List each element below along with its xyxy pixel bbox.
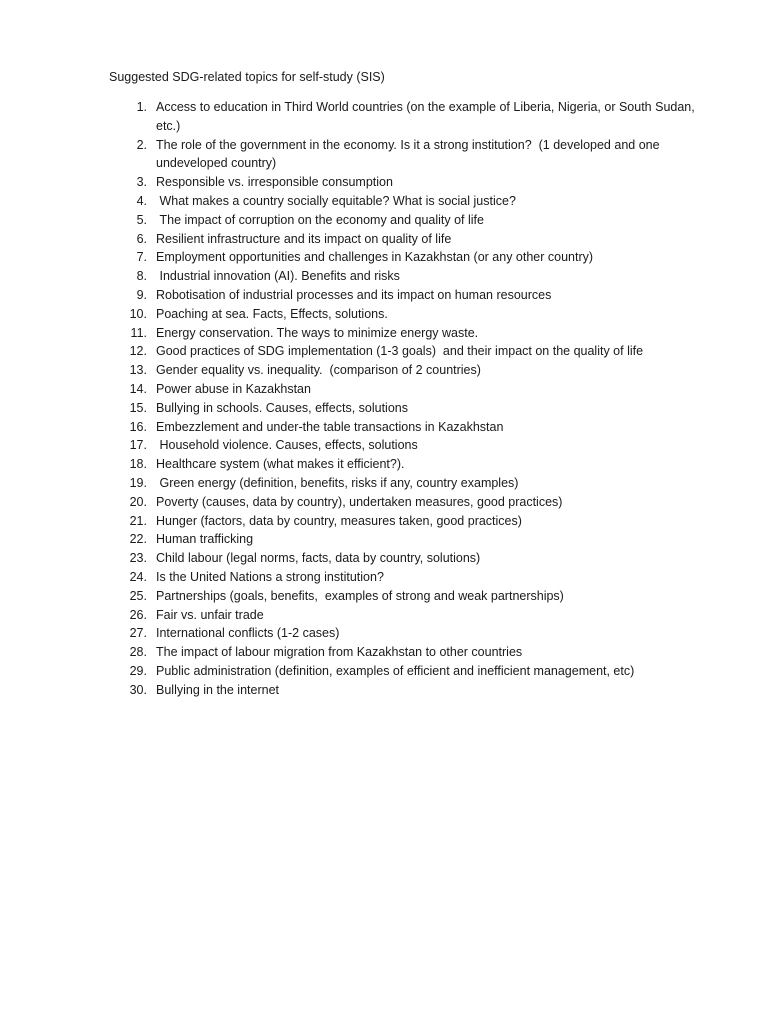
- topic-item: [109, 474, 709, 493]
- topic-text: The impact of corruption on the economy and quality of life: [156, 212, 484, 227]
- topic-number: 14.: [129, 381, 147, 396]
- topic-item: [109, 98, 709, 136]
- topic-text: International conflicts (1-2 cases): [156, 626, 340, 641]
- topic-number: 18.: [129, 457, 147, 472]
- topic-number: 7.: [136, 250, 147, 265]
- topic-number: 6.: [136, 231, 147, 246]
- topic-text: Power abuse in Kazakhstan: [156, 381, 311, 396]
- topic-item: [109, 342, 709, 361]
- topic-text: Robotisation of industrial processes and its impact on human resources: [156, 287, 552, 302]
- topic-text: Household violence. Causes, effects, solutions: [156, 438, 418, 453]
- topic-number: 2.: [136, 137, 147, 152]
- topic-number: 13.: [129, 363, 147, 378]
- topic-text: Poaching at sea. Facts, Effects, solutions.: [156, 306, 388, 321]
- topic-text: Bullying in schools. Causes, effects, solutions: [156, 400, 408, 415]
- topic-item: [109, 606, 709, 625]
- topic-item: [109, 286, 709, 305]
- topic-item: [109, 380, 709, 399]
- topic-number: 16.: [129, 419, 147, 434]
- topic-text: Child labour (legal norms, facts, data by country, solutions): [156, 551, 481, 566]
- topic-number: 5.: [136, 212, 147, 227]
- topic-number: 25.: [129, 588, 147, 603]
- topic-number: 8.: [136, 269, 147, 284]
- topic-number: 17.: [129, 438, 147, 453]
- topic-number: 28.: [129, 645, 147, 660]
- topic-item: [109, 267, 709, 286]
- topic-item: [109, 512, 709, 531]
- topic-text: Fair vs. unfair trade: [156, 607, 264, 622]
- topic-text: Good practices of SDG implementation (1-3 goals) and their impact on the quality of life: [156, 344, 644, 359]
- topic-number: 3.: [136, 175, 147, 190]
- topic-text: The impact of labour migration from Kazakhstan to other countries: [156, 645, 523, 660]
- topic-item: [109, 436, 709, 455]
- topic-item: [109, 192, 709, 211]
- topic-number: 12.: [129, 344, 147, 359]
- topic-item: [109, 399, 709, 418]
- topic-number: 20.: [129, 494, 147, 509]
- topic-item: [109, 455, 709, 474]
- topic-text: Energy conservation. The ways to minimize energy waste.: [156, 325, 479, 340]
- topic-number: 21.: [129, 513, 147, 528]
- document-title: Suggested SDG-related topics for self-study (SIS): [109, 70, 385, 84]
- topic-item: [109, 568, 709, 587]
- topic-item: [109, 230, 709, 249]
- topic-text: Is the United Nations a strong institution?: [156, 569, 384, 584]
- topic-item: [109, 305, 709, 324]
- topic-text: Public administration (definition, examples of efficient and inefficient management, etc): [156, 663, 635, 678]
- topic-item: [109, 624, 709, 643]
- topic-text: The role of the government in the economy. Is it a strong institution? (1 developed and one undeveloped country): [156, 137, 664, 171]
- topic-item: [109, 662, 709, 681]
- topic-number: 29.: [129, 663, 147, 678]
- topic-text: Partnerships (goals, benefits, examples of strong and weak partnerships): [156, 588, 564, 603]
- topic-item: [109, 643, 709, 662]
- topic-text: Access to education in Third World countries (on the example of Liberia, Nigeria, or South Sudan, etc.): [156, 100, 699, 133]
- topic-text: Human trafficking: [156, 532, 254, 547]
- topic-number: 23.: [129, 551, 147, 566]
- topic-number: 19.: [129, 475, 147, 490]
- topic-item: [109, 493, 709, 512]
- topic-text: Gender equality vs. inequality. (comparison of 2 countries): [156, 363, 481, 378]
- topic-number: 24.: [129, 569, 147, 584]
- topic-text: Industrial innovation (AI). Benefits and risks: [156, 269, 400, 284]
- topic-number: 27.: [129, 626, 147, 641]
- topic-number: 1.: [136, 100, 147, 114]
- topic-text: Hunger (factors, data by country, measures taken, good practices): [156, 513, 522, 528]
- topic-item: [109, 248, 709, 267]
- topic-text: Resilient infrastructure and its impact on quality of life: [156, 231, 452, 246]
- topic-number: 9.: [136, 287, 147, 302]
- topic-text: Bullying in the internet: [156, 682, 279, 697]
- topic-item: [109, 136, 709, 174]
- topic-text: Embezzlement and under-the table transactions in Kazakhstan: [156, 419, 504, 434]
- topic-text: What makes a country socially equitable? What is social justice?: [156, 193, 516, 208]
- topic-text: Healthcare system (what makes it efficient?).: [156, 457, 405, 472]
- topic-item: [109, 173, 709, 192]
- topic-number: 26.: [129, 607, 147, 622]
- topic-item: [109, 211, 709, 230]
- topic-list: [109, 98, 709, 700]
- topic-text: Employment opportunities and challenges in Kazakhstan (or any other country): [156, 250, 594, 265]
- topic-item: [109, 530, 709, 549]
- topic-item: [109, 361, 709, 380]
- topic-number: 11.: [130, 325, 147, 340]
- topic-item: [109, 681, 709, 700]
- topic-number: 4.: [136, 193, 147, 208]
- topic-text: Green energy (definition, benefits, risks if any, country examples): [156, 475, 519, 490]
- topic-item: [109, 587, 709, 606]
- topic-number: 15.: [129, 400, 147, 415]
- topic-text: Responsible vs. irresponsible consumption: [156, 175, 393, 190]
- topic-text: Poverty (causes, data by country), undertaken measures, good practices): [156, 494, 563, 509]
- topic-number: 22.: [129, 532, 147, 547]
- topic-number: 30.: [129, 682, 147, 697]
- topic-number: 10.: [129, 306, 147, 321]
- topic-item: [109, 549, 709, 568]
- topic-item: [109, 324, 709, 343]
- topic-item: [109, 418, 709, 437]
